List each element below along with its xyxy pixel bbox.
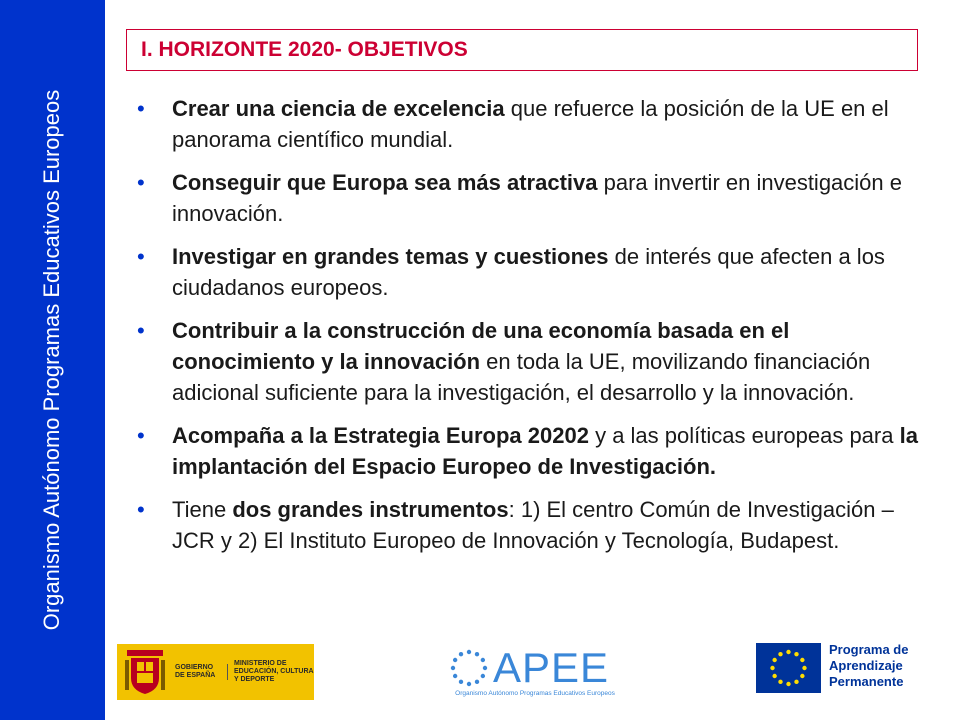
page-title: I. HORIZONTE 2020- OBJETIVOS [141, 38, 468, 61]
objective-text: que refuerce la posición de la UE en el panorama científico mundial. [172, 96, 889, 152]
objective-item [133, 494, 923, 556]
apee-logo [445, 646, 625, 706]
eu-programme-logo-text [829, 642, 908, 690]
objective-bold-text: la implantación del Espacio Europeo de Investigación. [172, 423, 918, 479]
objective-item [133, 315, 923, 408]
objective-bold-text: Contribuir a la construcción de una economía basada en el conocimiento y la innovación [172, 318, 790, 374]
title-box [126, 29, 918, 71]
eu-flag-icon [756, 643, 821, 693]
objective-bold-text: Conseguir que Europa sea más atractiva [172, 170, 598, 195]
spain-coat-of-arms-icon [123, 648, 167, 696]
objective-text: y a las políticas europeas para [588, 423, 900, 448]
bullet-dot-icon: • [137, 497, 145, 522]
gobierno-espana-logo [117, 644, 314, 700]
objective-bold-text: Acompaña a la Estrategia Europa 20202 [172, 423, 589, 448]
objective-item [133, 93, 923, 155]
objective-text: : 1) El centro Común de Investigación –JCR y 2) El Instituto Europeo de Innovación y Tecnología, Budapest. [172, 497, 894, 553]
objective-bold-text: dos grandes instrumentos [232, 497, 509, 522]
objective-bold-text: Investigar en grandes temas y cuestiones [172, 244, 609, 269]
objective-item [133, 167, 923, 229]
gov-logo-text-gobierno: GOBIERNO DE ESPAÑA [175, 664, 228, 680]
objective-text: Tiene [172, 497, 233, 522]
bullet-dot-icon: • [137, 423, 145, 448]
sidebar [0, 0, 105, 720]
eu-logo-line-2: Aprendizaje [829, 658, 903, 673]
eu-logo-line-1: Programa de [829, 642, 909, 657]
apee-logo-subtitle: Organismo Autónomo Programas Educativos Europeos [455, 690, 615, 697]
objective-text: en toda la UE, movilizando financiación adicional suficiente para la investigación, el desarrollo y la innovación. [172, 349, 871, 405]
apee-logo-word: APEE [493, 644, 610, 691]
star-ring-icon [447, 646, 491, 690]
logo-bar [105, 640, 960, 720]
bullet-dot-icon: • [137, 96, 145, 121]
objective-text: para invertir en investigación e innovación. [172, 170, 902, 226]
sidebar-organization-name: Organismo Autónomo Programas Educativos Europeos [39, 89, 64, 631]
eu-logo-line-3: Permanente [829, 674, 904, 689]
bullet-dot-icon: • [137, 170, 145, 195]
bullet-dot-icon: • [137, 318, 145, 343]
gov-logo-text-ministerio: MINISTERIO DE EDUCACIÓN, CULTURA Y DEPORTE [234, 660, 314, 683]
objective-text: de interés que afecten a los ciudadanos europeos. [172, 244, 885, 300]
objective-item [133, 420, 923, 482]
objectives-list [133, 93, 923, 568]
objective-bold-text: Crear una ciencia de excelencia [172, 96, 505, 121]
bullet-dot-icon: • [137, 244, 145, 269]
objective-item [133, 241, 923, 303]
